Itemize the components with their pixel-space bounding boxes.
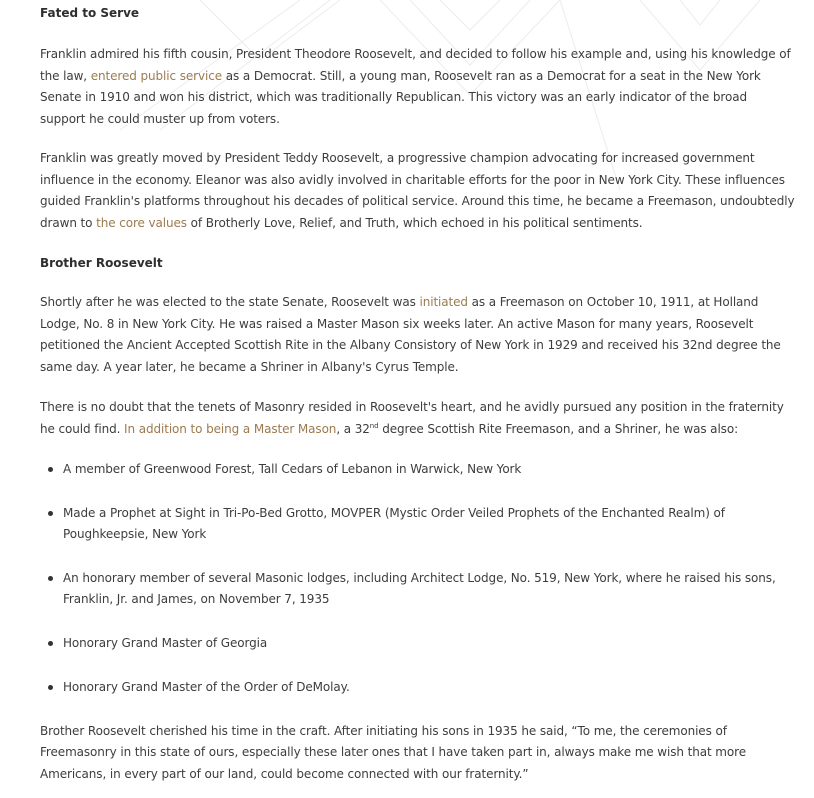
section-heading-fated-to-serve: Fated to Serve	[40, 6, 140, 20]
article-content	[40, 3, 796, 785]
section-heading-brother-roosevelt: Brother Roosevelt	[40, 256, 163, 270]
paragraph-brother-3: Brother Roosevelt cherished his time in the craft. After initiating his sons in 1935 he said, “To me, the ceremonies of Freemasonry in this state of ours, especially these later ones that I have taken part in, always make me wish that more Americans, in every part of our land, could become connected with our fraternity.”	[40, 723, 746, 781]
paragraph-fated-1: Franklin admired his fifth cousin, President Theodore Roosevelt, and decided to follow his example and, using his knowledge of the law, entered public service as a Democrat. Still, a young man, Roosevelt ran as a Democrat for a seat in the New York Senate in 1910 and won his district, which was traditionally Republican. This victory was an early indicator of the broad support he could muster up from voters.	[40, 47, 791, 126]
paragraph-fated-2: Franklin was greatly moved by President Teddy Roosevelt, a progressive champion advocating for increased government influence in the economy. Eleanor was also avidly involved in charitable efforts for the poor in New York City. These influences guided Franklin's platforms throughout his decades of political service. Around this time, he became a Freemason, undoubtedly drawn to the core values of Brotherly Love, Relief, and Truth, which echoed in his political sentiments.	[40, 151, 795, 230]
link-the-core-values[interactable]: the core values	[96, 215, 187, 230]
masonic-roles-list	[40, 459, 796, 699]
paragraph-brother-1: Shortly after he was elected to the state Senate, Roosevelt was initiated as a Freemason on October 10, 1911, at Holland Lodge, No. 8 in New York City. He was raised a Master Mason six weeks later. An active Mason for many years, Roosevelt petitioned the Ancient Accepted Scottish Rite in the Albany Consistory of New York in 1929 and received his 32nd degree the same day. A year later, he became a Shriner in Albany's Cyrus Temple.	[40, 295, 781, 374]
link-initiated[interactable]: initiated	[419, 295, 468, 309]
paragraph-brother-2: There is no doubt that the tenets of Masonry resided in Roosevelt's heart, and he avidly pursued any position in the fraternity he could find. In addition to being a Master Mason, a 32nd degree Scottish Rite Freemason, and a Shriner, he was also:	[40, 400, 784, 436]
list-item: Made a Prophet at Sight in Tri-Po-Bed Grotto, MOVPER (Mystic Order Veiled Prophets of the Enchanted Realm) of Poughkeepsie, New York	[40, 503, 796, 546]
list-item: An honorary member of several Masonic lodges, including Architect Lodge, No. 519, New York, where he raised his sons, Franklin, Jr. and James, on November 7, 1935	[40, 568, 796, 611]
link-in-addition-master-mason[interactable]: In addition to being a Master Mason	[124, 421, 337, 436]
list-item: Honorary Grand Master of the Order of DeMolay.	[40, 677, 796, 699]
list-item: Honorary Grand Master of Georgia	[40, 633, 796, 655]
list-item: A member of Greenwood Forest, Tall Cedars of Lebanon in Warwick, New York	[40, 459, 796, 481]
link-entered-public-service[interactable]: entered public service	[90, 68, 223, 83]
